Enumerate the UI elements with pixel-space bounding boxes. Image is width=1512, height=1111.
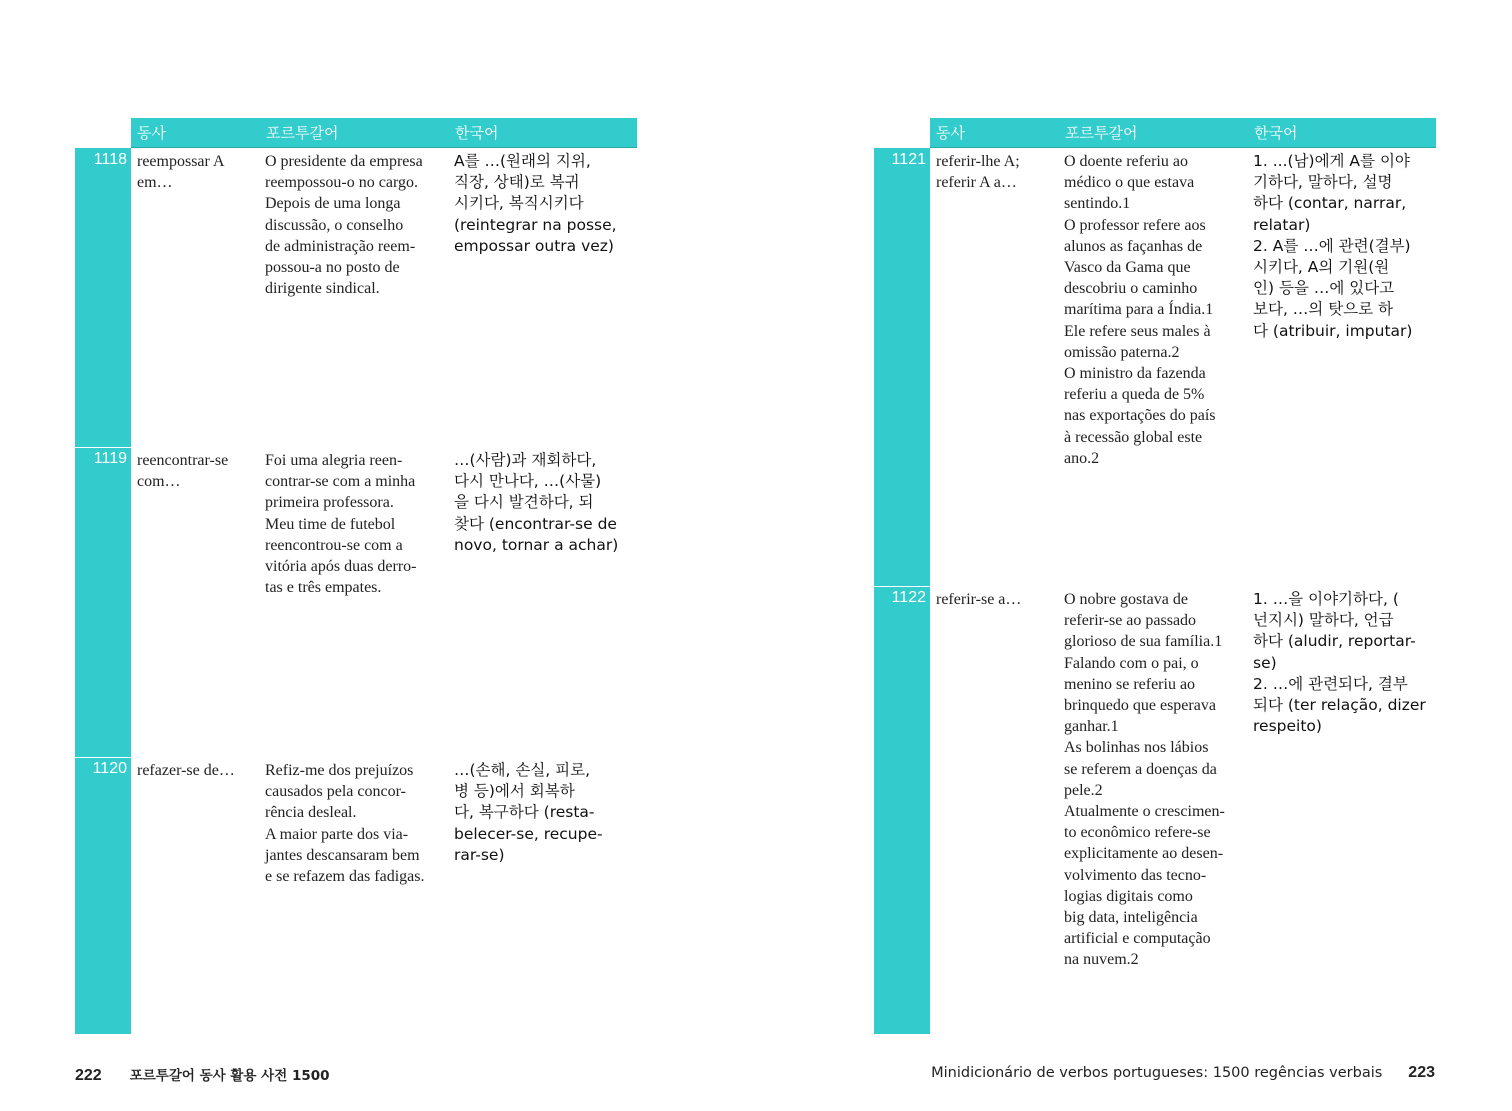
entry-number: 1122	[891, 589, 926, 606]
entry-1121	[874, 148, 1436, 586]
entry-portuguese-example: Foi uma alegria reen- contrar-se com a minha primeira professora. Meu time de futebol reencontrou-se com a vitória após duas derro- tas e três empates.	[265, 452, 417, 597]
right-footer	[931, 1064, 1435, 1082]
page-number: 223	[1408, 1064, 1435, 1081]
column-header	[930, 118, 1436, 148]
header-verb: 동사	[137, 124, 166, 142]
entry-number: 1119	[93, 450, 127, 467]
entry-portuguese-example: O presidente da empresa reempossou-o no cargo. Depois de uma longa discussão, o conselho de administração reem- possou-a no posto de dirigente sindical.	[265, 153, 423, 298]
header-portuguese: 포르투갈어	[266, 124, 339, 142]
book-title: Minidicionário de verbos portugueses: 1500 regências verbais	[931, 1065, 1383, 1081]
column-header	[131, 118, 637, 148]
entry-korean-meaning: …(사람)과 재회하다, 다시 만나다, …(사물) 을 다시 발견하다, 되 찾다 (encontrar-se de novo, tornar a achar)	[454, 451, 619, 554]
entry-number: 1121	[891, 151, 926, 168]
entry-number-bar	[75, 447, 131, 757]
entry-korean-meaning: A를 …(원래의 지위, 직장, 상태)로 복귀 시키다, 복직시키다 (reintegrar na posse, empossar outra vez)	[454, 152, 617, 255]
entry-number-bar	[874, 586, 930, 1034]
header-verb: 동사	[936, 124, 965, 142]
entry-divider	[75, 447, 131, 448]
header-korean: 한국어	[455, 124, 499, 142]
entry-1120	[75, 757, 637, 1034]
entry-divider	[75, 757, 131, 758]
entry-verb: referir-lhe A; referir A a…	[936, 153, 1020, 192]
entry-korean-meaning: 1. …을 이야기하다, ( 넌지시) 말하다, 언급 하다 (aludir, reportar- se) 2. …에 관련되다, 결부 되다 (ter relação, dizer respeito)	[1253, 590, 1426, 736]
left-footer	[75, 1064, 330, 1085]
entry-divider	[874, 586, 930, 587]
left-page	[75, 118, 637, 1035]
entry-verb: reencontrar-se com…	[137, 452, 229, 491]
entry-portuguese-example: Refiz-me dos prejuízos causados pela concor- rência desleal. A maior parte dos via- jantes descansaram bem e se refazem das fadigas.	[265, 762, 425, 886]
entry-verb: reempossar A em…	[137, 153, 225, 192]
entry-verb: refazer-se de…	[137, 762, 235, 779]
entry-korean-meaning: …(손해, 손실, 피로, 병 등)에서 회복하 다, 복구하다 (resta- belecer-se, recupe- rar-se)	[454, 761, 603, 864]
entry-portuguese-example: O nobre gostava de referir-se ao passado glorioso de sua família.1 Falando com o pai, o menino se referiu ao brinquedo que esperava ganhar.1 As bolinhas nos lábios se referem a doenças da pele.2 Atualmente o crescimen- to econômico refere-se explicitamente ao desen- volvimento das tecno- logias digitais como big data, inteligência artificial e computação na nuvem.2	[1064, 591, 1225, 969]
header-korean: 한국어	[1254, 124, 1298, 142]
entry-verb: referir-se a…	[936, 591, 1022, 608]
entry-number-bar	[75, 148, 131, 447]
page-number: 222	[75, 1067, 102, 1084]
entry-1118	[75, 148, 637, 447]
entry-korean-meaning: 1. ...(남)에게 A를 이야 기하다, 말하다, 설명 하다 (contar, narrar, relatar) 2. A를 …에 관련(결부) 시키다, A의 기원(원 인) 등을 …에 있다고 보다, …의 탓으로 하 다 (atribuir, imputar)	[1253, 152, 1413, 340]
entry-number: 1118	[93, 151, 127, 168]
right-page	[874, 118, 1436, 1035]
entry-portuguese-example: O doente referiu ao médico o que estava sentindo.1 O professor refere aos alunos as façanhas de Vasco da Gama que descobriu o caminho marítima para a Índia.1 Ele refere seus males à omissão paterna.2 O ministro da fazenda referiu a queda de 5% nas exportações do país à recessão global este ano.2	[1064, 153, 1216, 467]
entry-number: 1120	[92, 760, 127, 777]
entry-1122	[874, 586, 1436, 1034]
header-portuguese: 포르투갈어	[1065, 124, 1138, 142]
entry-1119	[75, 447, 637, 757]
entry-number-bar	[874, 148, 930, 586]
entry-number-bar	[75, 757, 131, 1034]
book-title: 포르투갈어 동사 활용 사전 1500	[129, 1068, 330, 1084]
